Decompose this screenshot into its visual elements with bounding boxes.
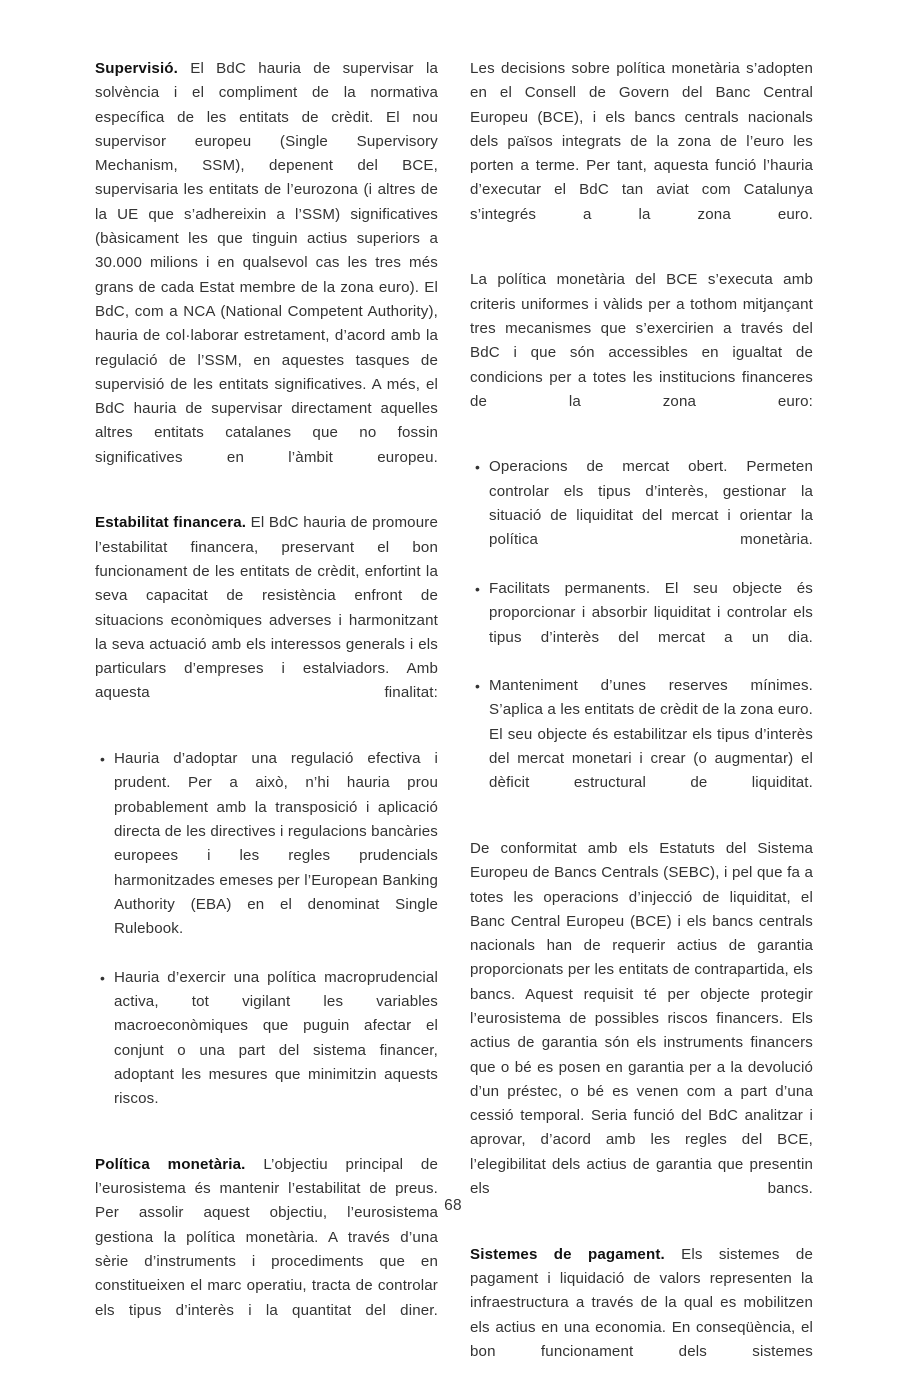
paragraph-politica-monetaria [95,1153,438,1347]
paragraph-sebc-garanties [470,837,813,1226]
right-column [470,57,813,1388]
paragraph-body-sistemes-de-pagament: Els sistemes de pagament i liquidació de valors representen la infraestructura a través de la qual es mobilitzen els actius en una economia. En conseqüència, el bon funcionament dels sistemes [470,1245,813,1360]
paragraph-body-sebc-garanties: De conformitat amb els Estatuts del Sistema Europeu de Bancs Centrals (SEBC), i pel que fa a totes les operacions d’injecció de liquiditat, el Banc Central Europeu (BCE) i els bancs centrals nacionals han de requerir actius de garantia proporcionats per les entitats de contrapartida, els bancs. Aquest requisit té per objecte protegir l’eurosistema de possibles riscos financers. Els actius de garantia són els instruments financers que o bé es posen en garantia per a la devolució d’un préstec, o bé es venen com a part d’una cessió temporal. Seria funció del BdC analitzar i aprovar, d’acord amb les regles del BCE, l’elegibilitat dels actius de garantia que presentin els bancs. [470,839,813,1198]
list-item: • Hauria d’exercir una política macroprudencial activa, tot vigilant les variables macroeconòmiques que puguin afectar el conjunt o una part del sistema financer, adoptant les mesures que minimitzin aquests riscos. [95,966,438,1136]
paragraph-body-supervisio: El BdC hauria de supervisar la solvència i el compliment de la normativa específica de les entitats de crèdit. El nou supervisor europeu (Single Supervisory Mechanism, SSM), depenent del BCE, supervisaria les entitats de l’eurozona (i altres de la UE que s’adhereixin a l’SSM) significatives (bàsicament les que tinguin actius superiors a 30.000 milions i en qualsevol cas les tres més grans de cada Estat membre de la zona euro). El BdC, com a NCA (National Competent Authority), hauria de col·laborar estretament, d’acord amb la regulació de l’SSM, en aquestes tasques de supervisió de les entitats significatives. A més, el BdC hauria de supervisar directament aquelles altres entitats catalanes que no fossin significatives en l’àmbit europeu. [95,60,438,466]
list-item: • Operacions de mercat obert. Permeten controlar els tipus d’interès, gestionar la situació de liquiditat del mercat i orientar la política monetària. [470,455,813,576]
paragraph-body-estabilitat-financera: El BdC hauria de promoure l’estabilitat financera, preservant el bon funcionament de les entitats de crèdit, enfortint la seva capacitat de resistència enfront de situacions econòmiques adverses i harmonitzant la seva actuació amb els interessos generals i els particulars d’empreses i estalviadors. Amb aquesta finalitat: [95,514,438,702]
paragraph-supervisio [95,57,438,494]
paragraph-lead-sistemes-de-pagament: Sistemes de pagament. [470,1245,665,1263]
bullet-list-mecanismes [470,455,813,819]
bullet-list-estabilitat [95,747,438,1136]
paragraph-decisions-politica-monetaria [470,57,813,251]
left-column [95,57,438,1347]
list-item: • Hauria d’adoptar una regulació efectiva i prudent. Per a això, n’hi hauria prou probablement amb la transposició i aplicació directa de les directives i regulacions bancàries europees i les regles prudencials harmonitzades emeses per l’European Banking Authority (EBA) en el denominat Single Rulebook. [95,747,438,966]
paragraph-body-execucio-bce: La política monetària del BCE s’executa amb criteris uniformes i vàlids per a tothom mitjançant tres mecanismes que s’exercirien a través del BdC i que són accessibles en igualtat de condicions per a totes les institucions financeres de la zona euro: [470,271,813,410]
list-item: • Facilitats permanents. El seu objecte és proporcionar i absorbir liquiditat i controlar els tipus d’interès del mercat a un dia. [470,577,813,674]
paragraph-lead-politica-monetaria: Política monetària. [95,1155,246,1173]
list-item: • Manteniment d’unes reserves mínimes. S’aplica a les entitats de crèdit de la zona euro. El seu objecte és estabilitzar els tipus d’interès del mercat monetari i crear (o augmentar) el dèficit estructural de liquiditat. [470,674,813,820]
paragraph-sistemes-de-pagament [470,1243,813,1388]
paragraph-lead-supervisio: Supervisió. [95,60,179,77]
paragraph-estabilitat-financera [95,511,438,730]
paragraph-execucio-bce [470,268,813,438]
page-number: 68 [444,1197,462,1214]
paragraph-body-decisions: Les decisions sobre política monetària s’adopten en el Consell de Govern del Banc Central Europeu (BCE), i els bancs centrals nacionals dels països integrats de la zona de l’euro les porten a terme. Per tant, aquesta funció l’hauria d’executar el BdC tan aviat com Catalunya s’integrés a la zona euro. [470,60,813,223]
paragraph-body-politica-monetaria: L’objectiu principal de l’eurosistema és mantenir l’estabilitat de preus. Per assolir aquest objectiu, l’eurosistema gestiona la política monetària. A través d’una sèrie d’instruments i procediments que en constitueixen el marc operatiu, tracta de controlar els tipus d’interès i la quantitat del diner. [95,1155,438,1319]
paragraph-lead-estabilitat-financera: Estabilitat financera. [95,514,247,532]
